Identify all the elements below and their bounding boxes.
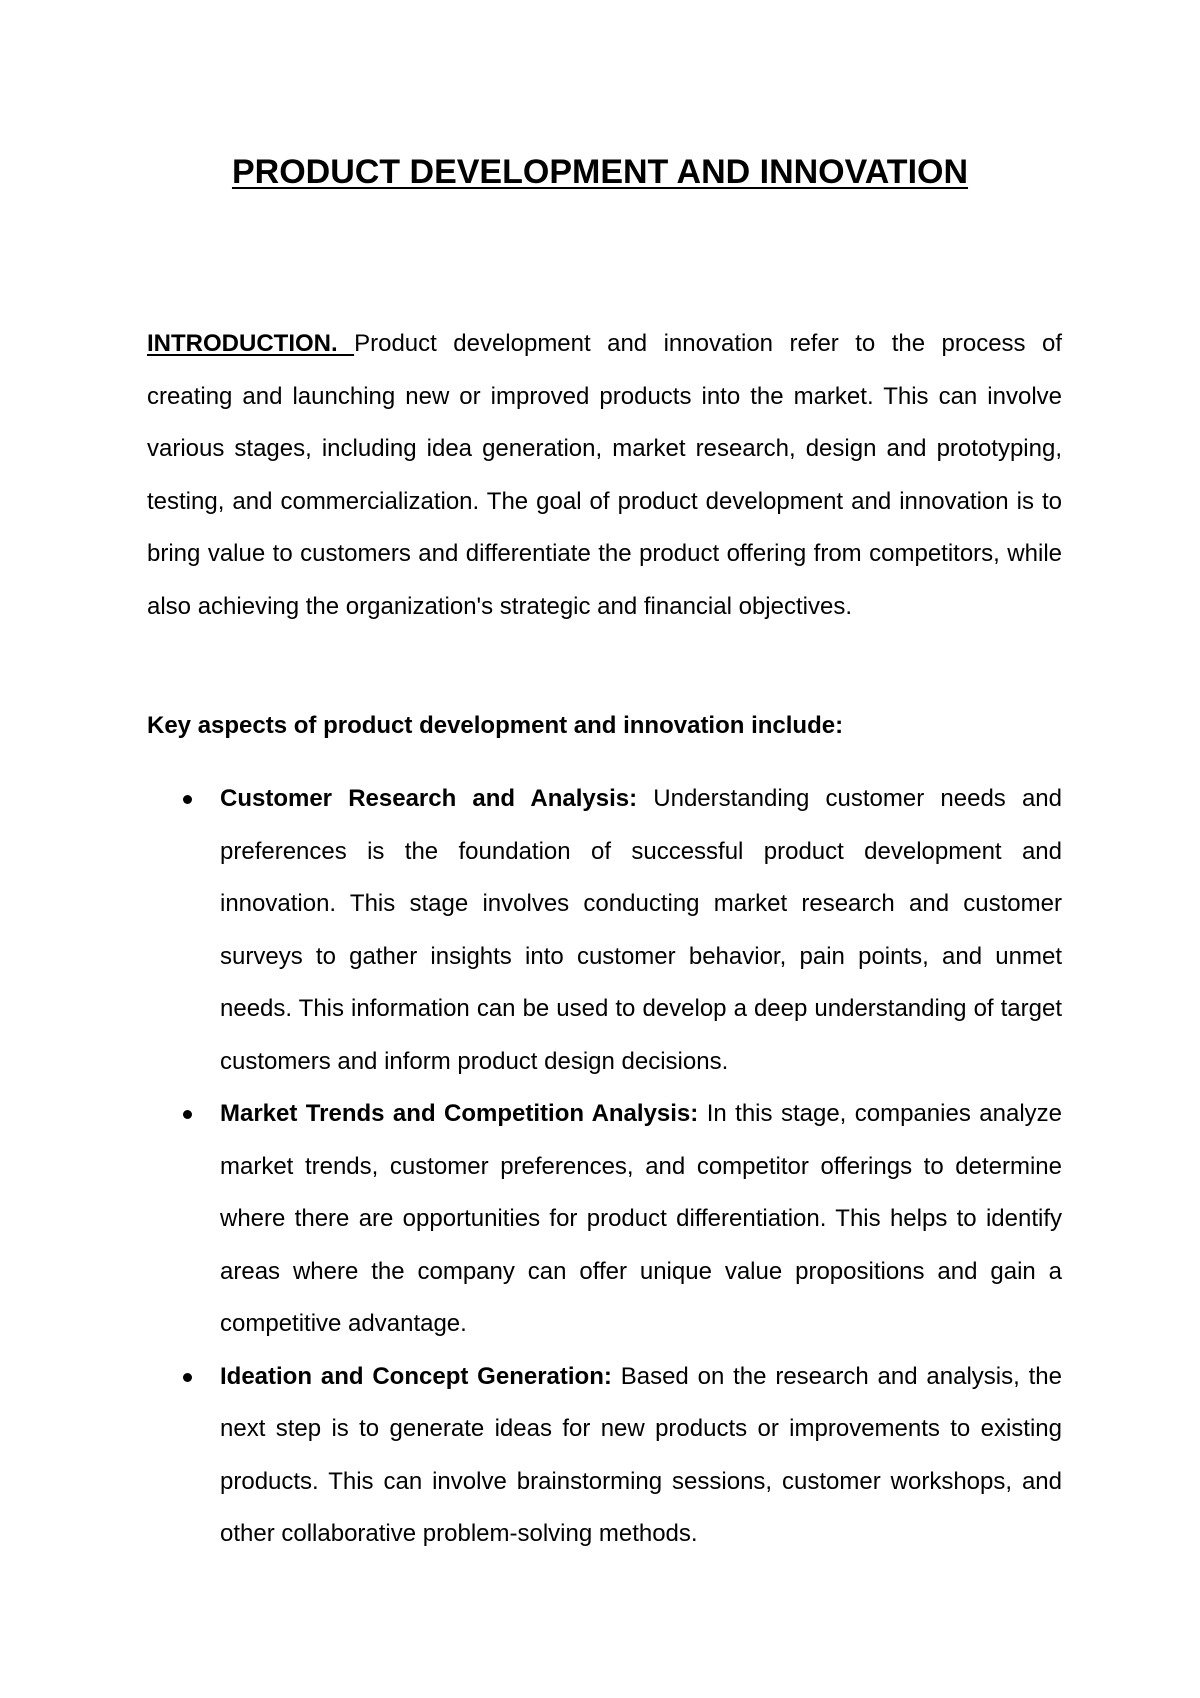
bullet-term: Market Trends and Competition Analysis: xyxy=(220,1100,699,1127)
document-title: PRODUCT DEVELOPMENT AND INNOVATION xyxy=(231,153,969,191)
bullet-text: In this stage, companies analyze market trends, customer preferences, and competitor offerings to determine where there are opportunities for product differentiation. This helps to identify areas where the company can offer unique value propositions and gain a competitive advantage. xyxy=(220,1100,1062,1337)
list-item xyxy=(147,1088,1062,1351)
bullet-text: Understanding customer needs and preferences is the foundation of successful product development and innovation. This stage involves conducting market research and customer surveys to gather insights into customer behavior, pain points, and unmet needs. This information can be used to develop a deep understanding of target customers and inform product design decisions. xyxy=(220,785,1062,1075)
key-aspects-list xyxy=(147,773,1062,1561)
list-item xyxy=(147,773,1062,1088)
bullet-text: Based on the research and analysis, the next step is to generate ideas for new products or improvements to existing products. This can involve brainstorming sessions, customer workshops, and other collaborative problem-solving methods. xyxy=(220,1362,1062,1547)
bullet-term: Customer Research and Analysis: xyxy=(220,785,638,812)
bullet-icon xyxy=(183,1110,192,1119)
key-aspects-heading: Key aspects of product development and innovation include: xyxy=(147,712,844,739)
list-item xyxy=(147,1351,1062,1561)
introduction-paragraph xyxy=(147,318,1062,633)
bullet-icon xyxy=(183,795,192,804)
introduction-text: Product development and innovation refer to the process of creating and launching new or improved products into the market. This can involve various stages, including idea generation, market research, design and prototyping, testing, and commercialization. The goal of product development and innovation is to bring value to customers and differentiate the product offering from competitors, while also achieving the organization's strategic and financial objectives. xyxy=(147,330,1062,620)
bullet-term: Ideation and Concept Generation: xyxy=(220,1362,612,1390)
bullet-icon xyxy=(183,1373,192,1382)
introduction-label: INTRODUCTION. xyxy=(147,330,355,357)
